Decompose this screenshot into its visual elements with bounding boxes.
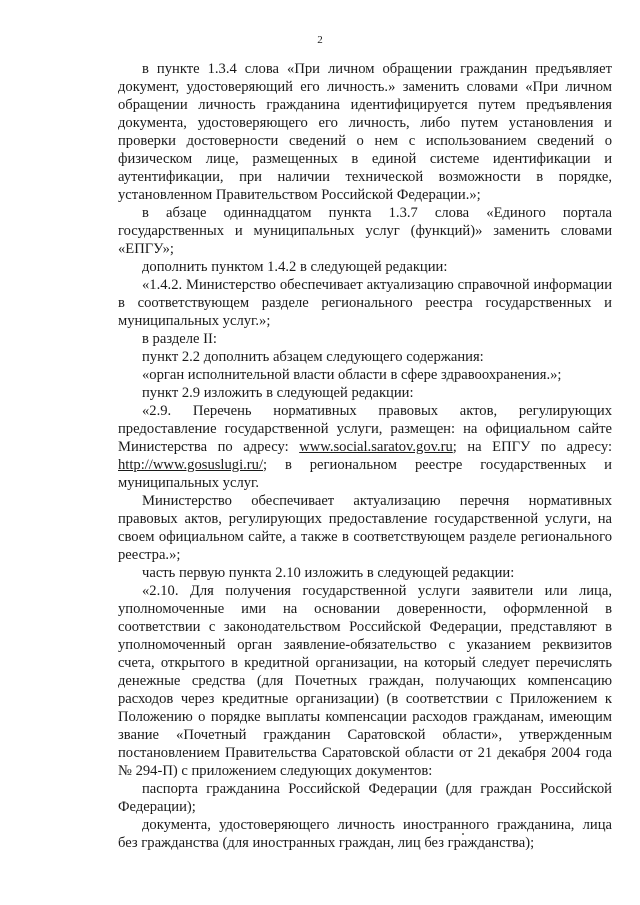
paragraph: в разделе II: <box>142 331 217 347</box>
paragraph: документа, удостоверяющего личность иностранного гражданина, лица без гражданства (для иностранных граждан, лиц без гражданства); <box>118 817 612 851</box>
paragraph-text: ; в региональном реестре государственных и муниципальных услуг. <box>118 457 612 491</box>
gosuslugi-link[interactable]: http://www.gosuslugi.ru/ <box>118 457 263 473</box>
paragraph-text: «2.9. Перечень нормативных правовых актов, регулирующих предоставление государственной услуги, размещен: на официальном сайте Министерства по адресу: <box>118 403 612 455</box>
page-number: 2 <box>317 34 323 46</box>
document-body <box>118 60 612 852</box>
paragraph: в абзаце одиннадцатом пункта 1.3.7 слова «Единого портала государственных и муниципальных услуг (функций)» заменить словами «ЕПГУ»; <box>118 205 612 257</box>
paragraph: в пункте 1.3.4 слова «При личном обращении гражданин предъявляет документ, удостоверяющий его личность.» заменить словами «При личном обращении личность гражданина идентифицируется путем предъявления документа, удостоверяющего его личность, либо путем установления и проверки достоверности сведений о нем с использованием сведений о физическом лице, размещенных в единой системе идентификации и аутентификации, при наличии технической возможности в порядке, установленном Правительством Российской Федерации.»; <box>118 61 612 203</box>
paragraph: Министерство обеспечивает актуализацию перечня нормативных правовых актов, регулирующих предоставление государственной услуги, на своем официальном сайте, а также в соответствующем разделе регионального реестра.»; <box>118 493 612 563</box>
paragraph: пункт 2.9 изложить в следующей редакции: <box>142 385 414 401</box>
paragraph: «орган исполнительной власти области в сфере здравоохранения.»; <box>142 367 562 383</box>
paragraph: паспорта гражданина Российской Федерации (для граждан Российской Федерации); <box>118 781 612 815</box>
paragraph-2-9 <box>118 402 612 492</box>
scan-speck <box>462 833 464 835</box>
ministry-site-link[interactable]: www.social.saratov.gov.ru <box>299 439 453 455</box>
paragraph-text: ; на ЕПГУ по адресу: <box>452 439 612 455</box>
paragraph: часть первую пункта 2.10 изложить в следующей редакции: <box>142 565 515 581</box>
paragraph: «2.10. Для получения государственной услуги заявители или лица, уполномоченные ими на основании доверенности, оформленной в соответствии с законодательством Российской Федерации, представляют в уполномоченный орган заявление-обязательство с указанием реквизитов счета, открытого в кредитной организации, на который следует перечислять денежные средства (для Почетных граждан, получающих компенсацию расходов через кредитные организации) (в соответствии с Приложением к Положению о порядке выплаты компенсации расходов гражданам, имеющим звание «Почетный гражданин Саратовской области», утвержденным постановлением Правительства Саратовской области от 21 декабря 2004 года № 294-П) с приложением следующих документов: <box>118 583 612 779</box>
paragraph: «1.4.2. Министерство обеспечивает актуализацию справочной информации в соответствующем разделе регионального реестра государственных и муниципальных услуг.»; <box>118 277 612 329</box>
paragraph: дополнить пунктом 1.4.2 в следующей редакции: <box>142 259 448 275</box>
paragraph: пункт 2.2 дополнить абзацем следующего содержания: <box>142 349 484 365</box>
